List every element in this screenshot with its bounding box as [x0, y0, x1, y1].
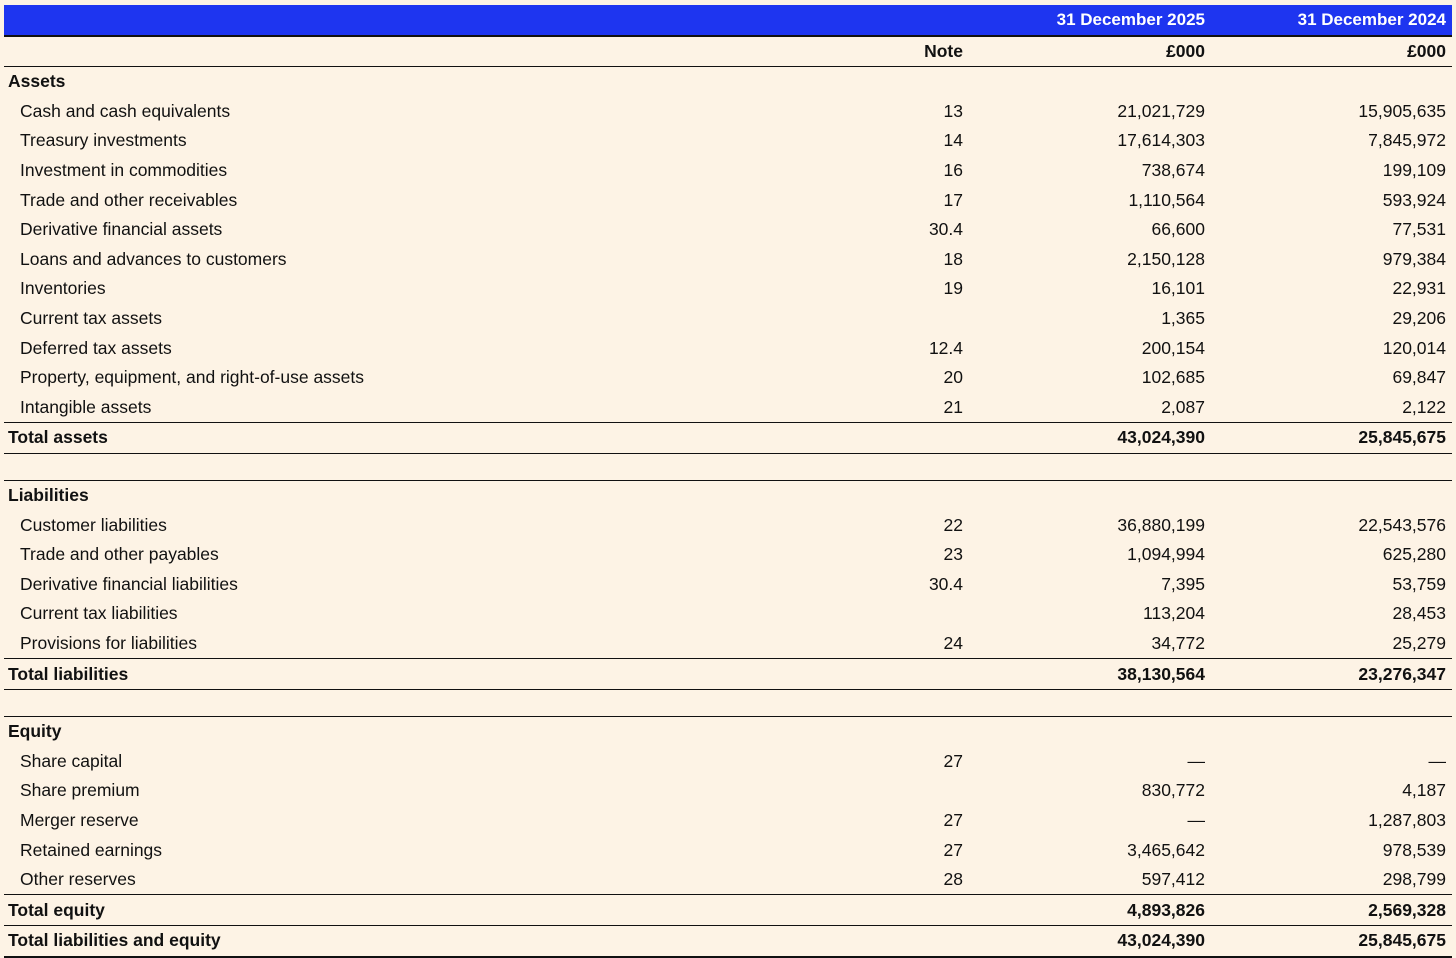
row-note: 27 — [943, 750, 963, 771]
section-title-assets — [4, 67, 1452, 97]
table-row — [4, 393, 1452, 423]
row-note: 12.4 — [928, 337, 963, 358]
total-equity-row — [4, 894, 1452, 926]
row-value-2025: 16,101 — [1151, 278, 1205, 299]
row-value-2024: 15,905,635 — [1358, 100, 1446, 121]
table-row — [4, 865, 1452, 895]
table-row — [4, 510, 1452, 540]
row-label: Other reserves — [20, 869, 136, 890]
row-value-2025: 597,412 — [1141, 869, 1205, 890]
row-note: 14 — [943, 130, 963, 151]
row-value-2025: 102,685 — [1141, 367, 1205, 388]
row-value-2025: 200,154 — [1141, 337, 1205, 358]
row-label: Trade and other receivables — [20, 189, 238, 210]
liabilities-rows — [4, 510, 1452, 658]
row-value-2024: 77,531 — [1392, 219, 1446, 240]
unit-2024: £000 — [1407, 41, 1446, 61]
section-gap — [4, 454, 1452, 481]
table-row — [4, 304, 1452, 334]
row-value-2024: 2,122 — [1402, 396, 1446, 417]
total-label: Total assets — [8, 427, 108, 448]
total-2025: 43,024,390 — [1117, 427, 1205, 448]
row-value-2025: 7,395 — [1161, 573, 1205, 594]
row-value-2024: 199,109 — [1382, 160, 1446, 181]
row-value-2024: 22,931 — [1392, 278, 1446, 299]
row-label: Share capital — [20, 750, 123, 771]
row-note: 27 — [943, 809, 963, 830]
table-row — [4, 629, 1452, 659]
row-label: Treasury investments — [20, 130, 187, 151]
header-row-dates — [4, 5, 1452, 37]
total-label: Total equity — [8, 899, 105, 920]
total-2024: 23,276,347 — [1358, 663, 1446, 684]
row-value-2024: 53,759 — [1392, 573, 1446, 594]
row-value-2025: 1,110,564 — [1128, 189, 1205, 210]
total-2024: 25,845,675 — [1358, 427, 1446, 448]
row-note: 24 — [943, 632, 963, 653]
table-row — [4, 245, 1452, 275]
row-note: 23 — [943, 544, 963, 565]
row-value-2025: 830,772 — [1141, 780, 1205, 801]
row-note: 21 — [943, 396, 963, 417]
section-label: Equity — [8, 721, 62, 742]
row-value-2025: 36,880,199 — [1117, 514, 1205, 535]
row-label: Property, equipment, and right-of-use assets — [20, 367, 365, 388]
row-value-2024: 29,206 — [1392, 308, 1446, 329]
row-label: Provisions for liabilities — [20, 632, 198, 653]
note-column-header: Note — [924, 41, 963, 61]
row-value-2025: 2,087 — [1161, 396, 1205, 417]
row-value-2024: 22,543,576 — [1358, 514, 1446, 535]
table-row — [4, 746, 1452, 776]
equity-rows — [4, 746, 1452, 894]
balance-sheet-table — [4, 5, 1452, 958]
row-label: Retained earnings — [20, 839, 163, 860]
row-label: Investment in commodities — [20, 160, 228, 181]
row-value-2025: 66,600 — [1151, 219, 1205, 240]
row-label: Current tax assets — [20, 308, 162, 329]
row-value-2025: 1,094,994 — [1127, 544, 1205, 565]
total-2024: 2,569,328 — [1368, 899, 1446, 920]
row-value-2024: 625,280 — [1382, 544, 1446, 565]
total-label: Total liabilities and equity — [8, 930, 221, 951]
table-row — [4, 599, 1452, 629]
row-value-2025: 738,674 — [1141, 160, 1205, 181]
row-label: Merger reserve — [20, 809, 139, 830]
row-value-2024: 25,279 — [1392, 632, 1446, 653]
row-note: 30.4 — [928, 219, 963, 240]
row-label: Customer liabilities — [20, 514, 167, 535]
total-2024: 25,845,675 — [1358, 930, 1446, 951]
row-value-2025: — — [1187, 750, 1205, 771]
row-note: 20 — [943, 367, 963, 388]
row-note: 28 — [943, 869, 963, 890]
row-value-2024: 120,014 — [1382, 337, 1446, 358]
row-label: Current tax liabilities — [20, 603, 178, 624]
table-row — [4, 126, 1452, 156]
col-header-2025: 31 December 2025 — [1056, 10, 1205, 29]
row-label: Trade and other payables — [20, 544, 219, 565]
row-value-2024: 69,847 — [1392, 367, 1446, 388]
row-value-2025: — — [1187, 809, 1205, 830]
table-row — [4, 835, 1452, 865]
total-assets-row — [4, 422, 1452, 454]
table-row — [4, 274, 1452, 304]
row-value-2024: 298,799 — [1382, 869, 1446, 890]
table-row — [4, 215, 1452, 245]
section-gap — [4, 690, 1452, 717]
row-note: 17 — [943, 189, 963, 210]
unit-2025: £000 — [1166, 41, 1205, 61]
row-value-2024: 979,384 — [1382, 248, 1446, 269]
table-row — [4, 363, 1452, 393]
total-2025: 38,130,564 — [1117, 663, 1205, 684]
table-row — [4, 97, 1452, 127]
row-note: 27 — [943, 839, 963, 860]
row-label: Derivative financial assets — [20, 219, 223, 240]
row-value-2025: 3,465,642 — [1127, 839, 1205, 860]
total-liabilities-row — [4, 658, 1452, 690]
total-2025: 4,893,826 — [1127, 899, 1205, 920]
row-label: Intangible assets — [20, 396, 152, 417]
table-row — [4, 540, 1452, 570]
row-label: Deferred tax assets — [20, 337, 172, 358]
row-value-2024: — — [1428, 750, 1446, 771]
row-note: 19 — [943, 278, 963, 299]
section-label: Assets — [8, 71, 66, 92]
row-value-2024: 593,924 — [1382, 189, 1446, 210]
row-note: 30.4 — [928, 573, 963, 594]
assets-rows — [4, 97, 1452, 423]
row-value-2025: 2,150,128 — [1127, 248, 1205, 269]
row-label: Share premium — [20, 780, 140, 801]
row-note: 13 — [943, 100, 963, 121]
row-note: 22 — [943, 514, 963, 535]
row-value-2025: 34,772 — [1151, 632, 1205, 653]
total-2025: 43,024,390 — [1117, 930, 1205, 951]
row-label: Derivative financial liabilities — [20, 573, 238, 594]
section-title-equity — [4, 717, 1452, 747]
table-row — [4, 570, 1452, 600]
section-label: Liabilities — [8, 485, 89, 506]
table-row — [4, 185, 1452, 215]
section-title-liabilities — [4, 481, 1452, 511]
header-row-units — [4, 37, 1452, 67]
row-value-2025: 113,204 — [1143, 603, 1205, 624]
table-row — [4, 156, 1452, 186]
col-header-2024: 31 December 2024 — [1297, 10, 1446, 29]
row-value-2024: 978,539 — [1382, 839, 1446, 860]
table-row — [4, 776, 1452, 806]
total-liabilities-and-equity-row — [4, 926, 1452, 958]
row-note: 18 — [943, 248, 963, 269]
table-row — [4, 333, 1452, 363]
row-note: 16 — [943, 160, 963, 181]
total-label: Total liabilities — [8, 663, 129, 684]
row-label: Inventories — [20, 278, 106, 299]
row-value-2024: 1,287,803 — [1368, 809, 1446, 830]
row-value-2025: 1,365 — [1161, 308, 1205, 329]
row-value-2025: 17,614,303 — [1117, 130, 1205, 151]
row-label: Loans and advances to customers — [20, 248, 287, 269]
table-row — [4, 806, 1452, 836]
row-value-2024: 7,845,972 — [1368, 130, 1446, 151]
row-value-2024: 4,187 — [1402, 780, 1446, 801]
row-label: Cash and cash equivalents — [20, 100, 231, 121]
row-value-2025: 21,021,729 — [1117, 100, 1205, 121]
row-value-2024: 28,453 — [1392, 603, 1446, 624]
